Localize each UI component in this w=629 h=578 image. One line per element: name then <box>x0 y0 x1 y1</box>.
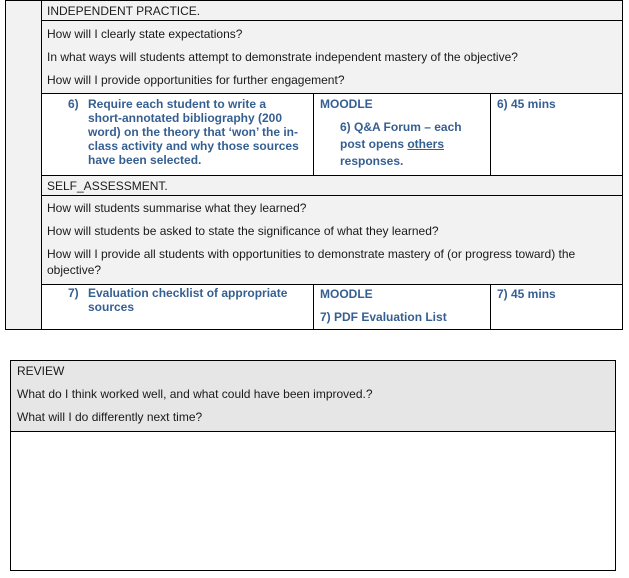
row6-activity-line-4: class activity and why those sources <box>88 139 299 153</box>
table-right-border <box>622 0 623 330</box>
row7-col-divider-1 <box>313 284 314 330</box>
review-right-border <box>615 360 616 571</box>
row7-resource-title: MOODLE <box>320 287 373 301</box>
row7-activity-number: 7) <box>68 286 79 300</box>
ip-question-3: How will I provide opportunities for further engagement? <box>47 73 345 87</box>
row6-top-border <box>41 93 623 94</box>
ip-question-2: In what ways will students attempt to demonstrate independent mastery of the objective? <box>47 50 518 64</box>
row7-col-divider-2 <box>490 284 491 330</box>
row6-activity-number: 6) <box>68 97 79 111</box>
review-question-1: What do I think worked well, and what could have been improved.? <box>17 387 373 401</box>
row7-resource-line-1: 7) PDF Evaluation List <box>320 310 447 324</box>
table-inner-left-border <box>41 0 42 330</box>
row7-top-border <box>41 284 623 285</box>
sa-question-1: How will students summarise what they learned? <box>47 201 307 215</box>
row6-resource-line-2-text: post opens <box>340 137 408 151</box>
row6-resource-line-3: responses. <box>340 154 404 168</box>
review-response-area[interactable] <box>11 432 615 570</box>
heading-divider-2 <box>41 195 623 196</box>
review-bottom-border <box>10 570 616 571</box>
heading-divider-1 <box>41 20 623 21</box>
left-margin-column <box>5 0 41 330</box>
row6-resource-line-2 <box>340 137 444 151</box>
ip-question-1: How will I clearly state expectations? <box>47 27 243 41</box>
table-bottom-border <box>5 329 623 330</box>
row6-activity-line-3: word) on the theory that ‘won’ the in- <box>88 125 298 139</box>
sa-question-3-line-1: How will I provide all students with opportunities to demonstrate mastery of (or progress toward) the <box>47 247 576 261</box>
row6-bottom-border <box>41 175 623 176</box>
row7-activity-line-1: Evaluation checklist of appropriate <box>88 286 288 300</box>
row6-activity-line-1: Require each student to write a <box>88 97 267 111</box>
independent-practice-heading: INDEPENDENT PRACTICE. <box>47 4 201 18</box>
review-question-2: What will I do differently next time? <box>17 410 203 424</box>
row7-time: 7) 45 mins <box>497 287 556 301</box>
row6-time: 6) 45 mins <box>497 97 556 111</box>
review-heading: REVIEW <box>17 364 65 378</box>
table-left-border <box>5 0 6 330</box>
others-link[interactable]: others <box>407 137 445 151</box>
table-top-border <box>5 0 623 1</box>
review-top-border <box>10 360 616 361</box>
sa-question-3-line-2: objective? <box>47 263 102 277</box>
row6-resource-title: MOODLE <box>320 97 373 111</box>
row7-activity-line-2: sources <box>88 300 135 314</box>
self-assessment-heading: SELF_ASSESSMENT. <box>47 179 168 193</box>
sa-question-2: How will students be asked to state the significance of what they learned? <box>47 224 439 238</box>
row6-col-divider-1 <box>313 93 314 176</box>
row6-activity-line-5: have been selected. <box>88 153 202 167</box>
row6-col-divider-2 <box>490 93 491 176</box>
row6-resource-line-1: 6) Q&A Forum – each <box>340 120 462 134</box>
row6-activity-line-2: short-annotated bibliography (200 <box>88 111 283 125</box>
